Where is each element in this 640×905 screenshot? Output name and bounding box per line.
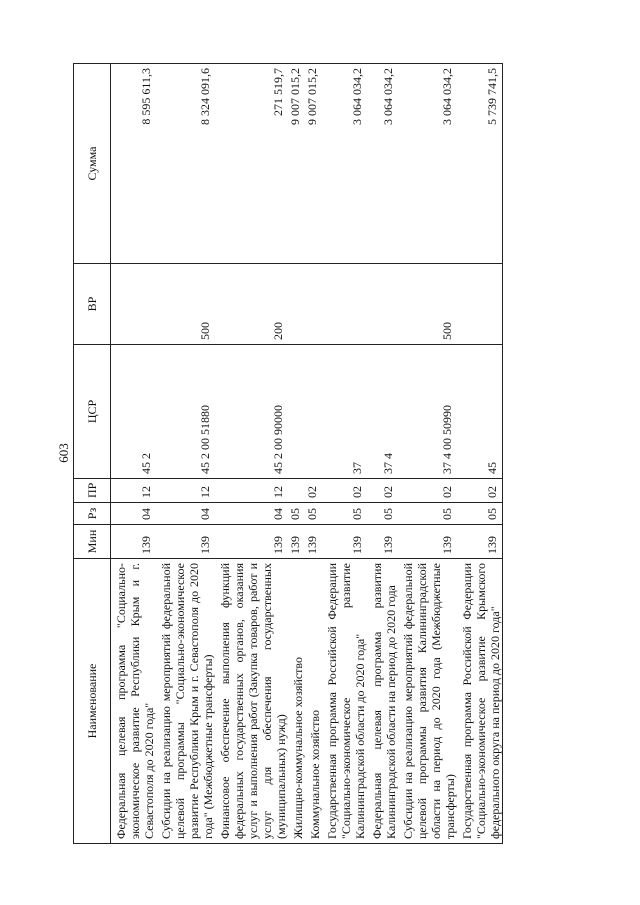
row-rz: 05 bbox=[457, 503, 503, 525]
table-row bbox=[288, 64, 305, 844]
row-rz: 04 bbox=[215, 503, 288, 525]
row-name: Субсидии на реализацию мероприятий федеральной целевой программы "Социально-экономическое развитие Республики Крым и г. Севастополя до 2020 года" (Межбюджетные трансферты) bbox=[156, 559, 215, 844]
header-name: Наименование bbox=[74, 559, 111, 844]
page-number: 603 bbox=[56, 443, 71, 463]
row-sum: 3 064 034,2 bbox=[322, 64, 367, 264]
row-pr: 02 bbox=[322, 479, 367, 503]
row-pr: 02 bbox=[398, 479, 457, 503]
row-sum: 8 595 611,3 bbox=[111, 64, 157, 264]
row-min: 139 bbox=[111, 525, 157, 559]
row-sum: 271 519,7 bbox=[215, 64, 288, 264]
table-row bbox=[215, 64, 288, 844]
row-csr: 37 4 bbox=[367, 345, 398, 479]
table-row bbox=[305, 64, 322, 844]
header-pr: ПР bbox=[74, 479, 111, 503]
row-csr bbox=[288, 345, 305, 479]
row-csr: 45 bbox=[457, 345, 503, 479]
row-csr: 37 bbox=[322, 345, 367, 479]
table-header-row bbox=[74, 64, 111, 844]
budget-table bbox=[73, 63, 503, 844]
row-rz: 05 bbox=[288, 503, 305, 525]
row-min: 139 bbox=[457, 525, 503, 559]
row-csr: 45 2 00 51880 bbox=[156, 345, 215, 479]
table-row bbox=[111, 64, 157, 844]
row-vr bbox=[322, 264, 367, 345]
row-csr bbox=[305, 345, 322, 479]
row-name: Финансовое обеспечение выполнения функций федеральных государственных органов, оказания услуг и выполнения работ (Закупка товаров, работ и услуг для обеспечения государственных (муниципальных) нужд) bbox=[215, 559, 288, 844]
row-name: Субсидии на реализацию мероприятий федеральной целевой программы развития Калининградской области на период до 2020 года (Межбюджетные трансферты) bbox=[398, 559, 457, 844]
table-row bbox=[156, 64, 215, 844]
row-name: Коммунальное хозяйство bbox=[305, 559, 322, 844]
row-sum: 9 007 015,2 bbox=[288, 64, 305, 264]
row-vr bbox=[111, 264, 157, 345]
row-vr: 500 bbox=[156, 264, 215, 345]
row-name: Федеральная целевая программа развития Калининградской области на период до 2020 года bbox=[367, 559, 398, 844]
row-pr: 12 bbox=[215, 479, 288, 503]
row-rz: 05 bbox=[305, 503, 322, 525]
rotated-page bbox=[73, 64, 590, 844]
row-min: 139 bbox=[156, 525, 215, 559]
row-sum: 9 007 015,2 bbox=[305, 64, 322, 264]
row-name: Федеральная целевая программа "Социально-экономическое развитие Республики Крым и г. Севастополя до 2020 года" bbox=[111, 559, 157, 844]
row-csr: 45 2 bbox=[111, 345, 157, 479]
row-rz: 05 bbox=[322, 503, 367, 525]
row-vr: 200 bbox=[215, 264, 288, 345]
row-name: Государственная программа Российской Федерации "Социально-экономическое развитие Калининградской области до 2020 года" bbox=[322, 559, 367, 844]
header-csr: ЦСР bbox=[74, 345, 111, 479]
row-csr: 45 2 00 90000 bbox=[215, 345, 288, 479]
row-pr: 02 bbox=[367, 479, 398, 503]
row-vr: 500 bbox=[398, 264, 457, 345]
row-rz: 04 bbox=[111, 503, 157, 525]
header-vr: ВР bbox=[74, 264, 111, 345]
row-sum: 8 324 091,6 bbox=[156, 64, 215, 264]
row-min: 139 bbox=[367, 525, 398, 559]
row-pr: 02 bbox=[305, 479, 322, 503]
row-rz: 05 bbox=[367, 503, 398, 525]
header-rz: Рз bbox=[74, 503, 111, 525]
row-min: 139 bbox=[398, 525, 457, 559]
row-rz: 04 bbox=[156, 503, 215, 525]
table-row bbox=[457, 64, 503, 844]
table-row bbox=[322, 64, 367, 844]
row-pr bbox=[288, 479, 305, 503]
header-min: Мин bbox=[74, 525, 111, 559]
row-rz: 05 bbox=[398, 503, 457, 525]
row-vr bbox=[288, 264, 305, 345]
row-vr bbox=[367, 264, 398, 345]
row-name: Жилищно-коммунальное хозяйство bbox=[288, 559, 305, 844]
row-min: 139 bbox=[288, 525, 305, 559]
row-sum: 3 064 034,2 bbox=[367, 64, 398, 264]
row-csr: 37 4 00 50990 bbox=[398, 345, 457, 479]
row-vr bbox=[457, 264, 503, 345]
row-pr: 12 bbox=[156, 479, 215, 503]
row-name: Государственная программа Российской Федерации "Социально-экономическое развитие Крымского федерального округа на период до 2020 года" bbox=[457, 559, 503, 844]
row-min: 139 bbox=[215, 525, 288, 559]
row-sum: 5 739 741,5 bbox=[457, 64, 503, 264]
row-min: 139 bbox=[322, 525, 367, 559]
row-sum: 3 064 034,2 bbox=[398, 64, 457, 264]
header-sum: Сумма bbox=[74, 64, 111, 264]
row-vr bbox=[305, 264, 322, 345]
table-row bbox=[398, 64, 457, 844]
row-min: 139 bbox=[305, 525, 322, 559]
row-pr: 12 bbox=[111, 479, 157, 503]
table-row bbox=[367, 64, 398, 844]
row-pr: 02 bbox=[457, 479, 503, 503]
